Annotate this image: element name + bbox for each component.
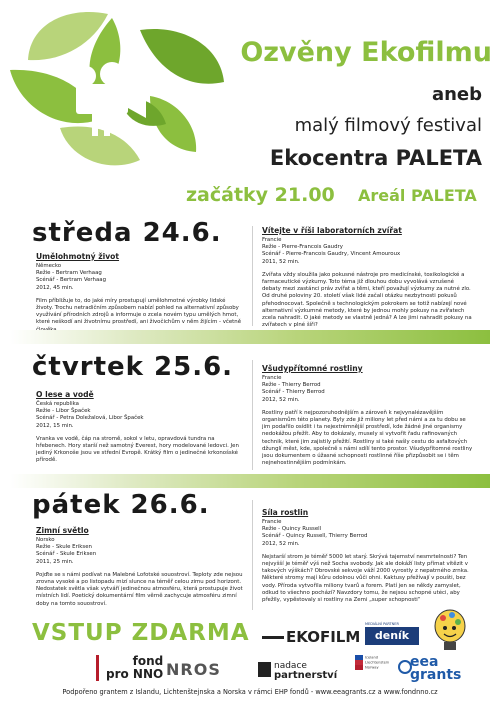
column-divider [252, 500, 253, 610]
ekofilm-logo-text: EKOFILM [286, 628, 361, 646]
film-director: Režie - Bertram Verhaag [36, 270, 102, 277]
donor-country: Iceland [365, 655, 379, 660]
donor-country: Norway [365, 665, 379, 670]
film-title: Vítejte v říši laboratorních zvířat [262, 226, 402, 235]
film-title: Zimní světlo [36, 526, 89, 535]
film-year-length: 2012, 15 min. [36, 422, 74, 429]
film-year-length: 2012, 52 min. [262, 396, 300, 403]
film-description: Rostliny patří k nejpozoruhodnějším a zároveň k nejvynalézavějším organismům této planety. Byly zde již miliony let před námi a za tu dobu se jim podařilo osídlit i ta nejextrémnější prostředí, kde žádné jiné organismy nedokážou přežít. Aby to dokázaly, musely si vytvořit řadu rafinovaných technik, které jim zajistily přežití. Rostliny si také našly cestu do asfaltových džunglí měst, kde, společně s námi sdílí tento prostor. Všudypřítomné rostliny jsou dokumentem o úžasné schopnosti rostlinné říše přizpůsobit se i těm nejnehostinnějším podmínkám. [262, 409, 473, 467]
film-country: Francie [262, 375, 282, 381]
film-screenplay: Scénář - Quincy Russell, Thierry Berrod [262, 533, 368, 540]
paleta-mascot-icon [430, 606, 470, 654]
film-card [262, 508, 474, 604]
film-title: Všudypřítomné rostliny [262, 364, 363, 373]
nadace-square-icon [258, 662, 271, 677]
film-director: Režie - Pierre-Francois Gaudry [262, 244, 343, 251]
film-country: Německo [36, 263, 62, 269]
fond-nno-logo [106, 655, 163, 681]
film-meta [262, 237, 474, 266]
film-card [262, 364, 474, 467]
header-aneb: aneb [431, 84, 482, 105]
denik-partner-label: MEDIÁLNÍ PARTNER [365, 622, 399, 626]
donor-countries [355, 655, 389, 670]
fond-nno-line1: fond [132, 654, 164, 668]
film-meta [36, 401, 244, 430]
film-year-length: 2012, 45 min. [36, 284, 74, 291]
film-country: Francie [262, 519, 282, 525]
film-country: Česká republika [36, 401, 79, 407]
film-meta [262, 375, 474, 404]
nadace-line1: nadace [274, 661, 307, 671]
film-description: Film příbližuje to, do jaké míry prostupují umělohmotné výrobky lidské životy. Trochu netradičním způsobem nabízí pohled na alternativní způsoby využívání přírodních zdrojů a informuje o zcela novém typu umělých hmot, které neškodí ani životnímu prostředí, ani živočichům v něm žijícím - včetně [36, 297, 242, 326]
film-year-length: 2011, 52 min. [262, 258, 300, 265]
film-meta [36, 537, 244, 566]
nadace-line2: partnerství [274, 670, 338, 681]
fond-nno-line2: pro NNO [106, 667, 164, 681]
day-heading-wednesday: středa 24.6. [32, 218, 222, 248]
film-description: Zvířata vždy sloužila jako pokusné nástroje pro medicínské, toxikologické a farmaceutické výzkumy. Toto téma již dlouhou dobu vyvolává vzrušené debaty mezi zastánci práv zvířat a těmi, kteří považují výzkumy za nutné zlo. Od druhé poloviny 20. století však lidé začali otázku nezbytnosti pokusů přehodnocovat. Společně s technologickým pokrokem se totiž nabízejí nové alternativní výzkumné metody, které by jednou mohly pokusy na zvířatech zcela nahradit. O jaké metody se vlastně jedná? A lze jimi nahradit pokusy na zvířatech v plné šíři? [262, 271, 472, 329]
film-director: Režie - Quincy Russell [262, 526, 322, 533]
start-time: začátky 21.00 [186, 184, 335, 206]
header-organizer: Ekocentra PALETA [269, 146, 482, 170]
eea-line1: eea [410, 654, 439, 670]
festival-title: Ozvěny Ekofilmu [240, 37, 492, 68]
donor-country: Liechtenstein [365, 660, 390, 665]
denik-logo: deník [365, 627, 419, 645]
film-year-length: 2012, 52 min. [262, 540, 300, 547]
film-screenplay: Scénář - Petra Doležalová, Libor Špaček [36, 415, 144, 422]
column-divider [252, 226, 253, 326]
film-card [36, 390, 244, 465]
section-band [10, 330, 490, 344]
film-meta [36, 263, 244, 292]
nros-logo: NROS [166, 660, 221, 679]
ekofilm-bar-icon [262, 636, 284, 639]
film-screenplay: Scénář - Bertram Verhaag [36, 277, 106, 284]
free-entry-banner: VSTUP ZDARMA [32, 620, 250, 646]
film-card [36, 252, 244, 334]
header-subtitle: malý filmový festival [294, 115, 482, 136]
film-description: Nejstarší strom je téměř 5000 let starý. Skrývá tajemství nesmrtelnosti? Ten nejvyšší je téměř výš než Socha svobody. Jak ale dokáží listy přímat vítězit v takových výškách? Obrovské sekvoje váží 2000 vyrostly z nepatrného zrnka. Některé stromy mají kůru odolnou vůči ohni. Kaktusy přežívají v poušti, bez vody. Příroda vytvořila miliony tvarů a forem. Platí jen se někdy zamyslet, odkud to všechno pochází? Navzdory tomu, že nejsou schopné utéci, aby přežily, vypěstovaly si rostliny na Zemi „super schopnosti“ [262, 553, 469, 604]
fond-nno-bar-icon [96, 655, 99, 681]
film-title: O lese a vodě [36, 390, 94, 399]
eea-line2: grants [410, 667, 462, 683]
film-director: Režie - Thierry Berrod [262, 382, 321, 389]
column-divider [252, 360, 253, 470]
film-description: Vranka ve vodě, čáp na stromě, sokol v letu, opravdová tundra na hřebenech. Hory starší než samotný Everest, hory modelované ledovci. Jen jediný Krkonoše jsou ve střední Evropě. Krátký film o jedinečné krkonošské přírodě. [36, 435, 239, 464]
film-screenplay: Scénář - Thierry Berrod [262, 389, 325, 396]
film-director: Režie - Skule Eriksen [36, 544, 92, 551]
film-meta [262, 519, 474, 548]
day-heading-friday: pátek 26.6. [32, 490, 210, 520]
eea-grants-logo [410, 656, 461, 682]
film-title: Umělohmotný život [36, 252, 120, 261]
support-note: Podpořeno grantem z Islandu, Lichtenštejnska a Norska v rámci EHP fondů - www.eeagrants.cz a www.fondnno.cz [62, 688, 438, 696]
film-country: Francie [262, 237, 282, 243]
ekofilm-logo [262, 628, 360, 646]
film-description: Pojďte se s námi podívat na Malebné Lofotské souostroví. Teploty zde nejsou zrovna vysoké a po listopadu mizí slunce na téměř celou zimu pod horizont. Nedostatek světla však vytváří jedinečnou atmosféru, která prostupuje život místních lidí. Poetický dokumentární film věrně zachycuje atmosféru zimní doby na tomto souostroví. [36, 571, 243, 607]
ekofilm-leaf-logo [0, 0, 230, 175]
film-screenplay: Scénář - Skule Eriksen [36, 551, 97, 558]
film-card [262, 226, 474, 329]
section-band [10, 474, 490, 488]
film-director: Režie - Libor Špaček [36, 408, 91, 415]
day-heading-thursday: čtvrtek 25.6. [32, 352, 234, 382]
film-year-length: 2011, 25 min. [36, 558, 74, 565]
venue: Areál PALETA [358, 186, 477, 205]
film-screenplay: Scénář - Pierre-Francois Gaudry, Vincent Amouroux [262, 251, 401, 258]
nadace-partnerstvi-logo [258, 662, 337, 681]
flag-icon [355, 665, 363, 670]
film-card [36, 526, 244, 608]
film-country: Norsko [36, 537, 55, 543]
film-title: Síla rostlin [262, 508, 309, 517]
